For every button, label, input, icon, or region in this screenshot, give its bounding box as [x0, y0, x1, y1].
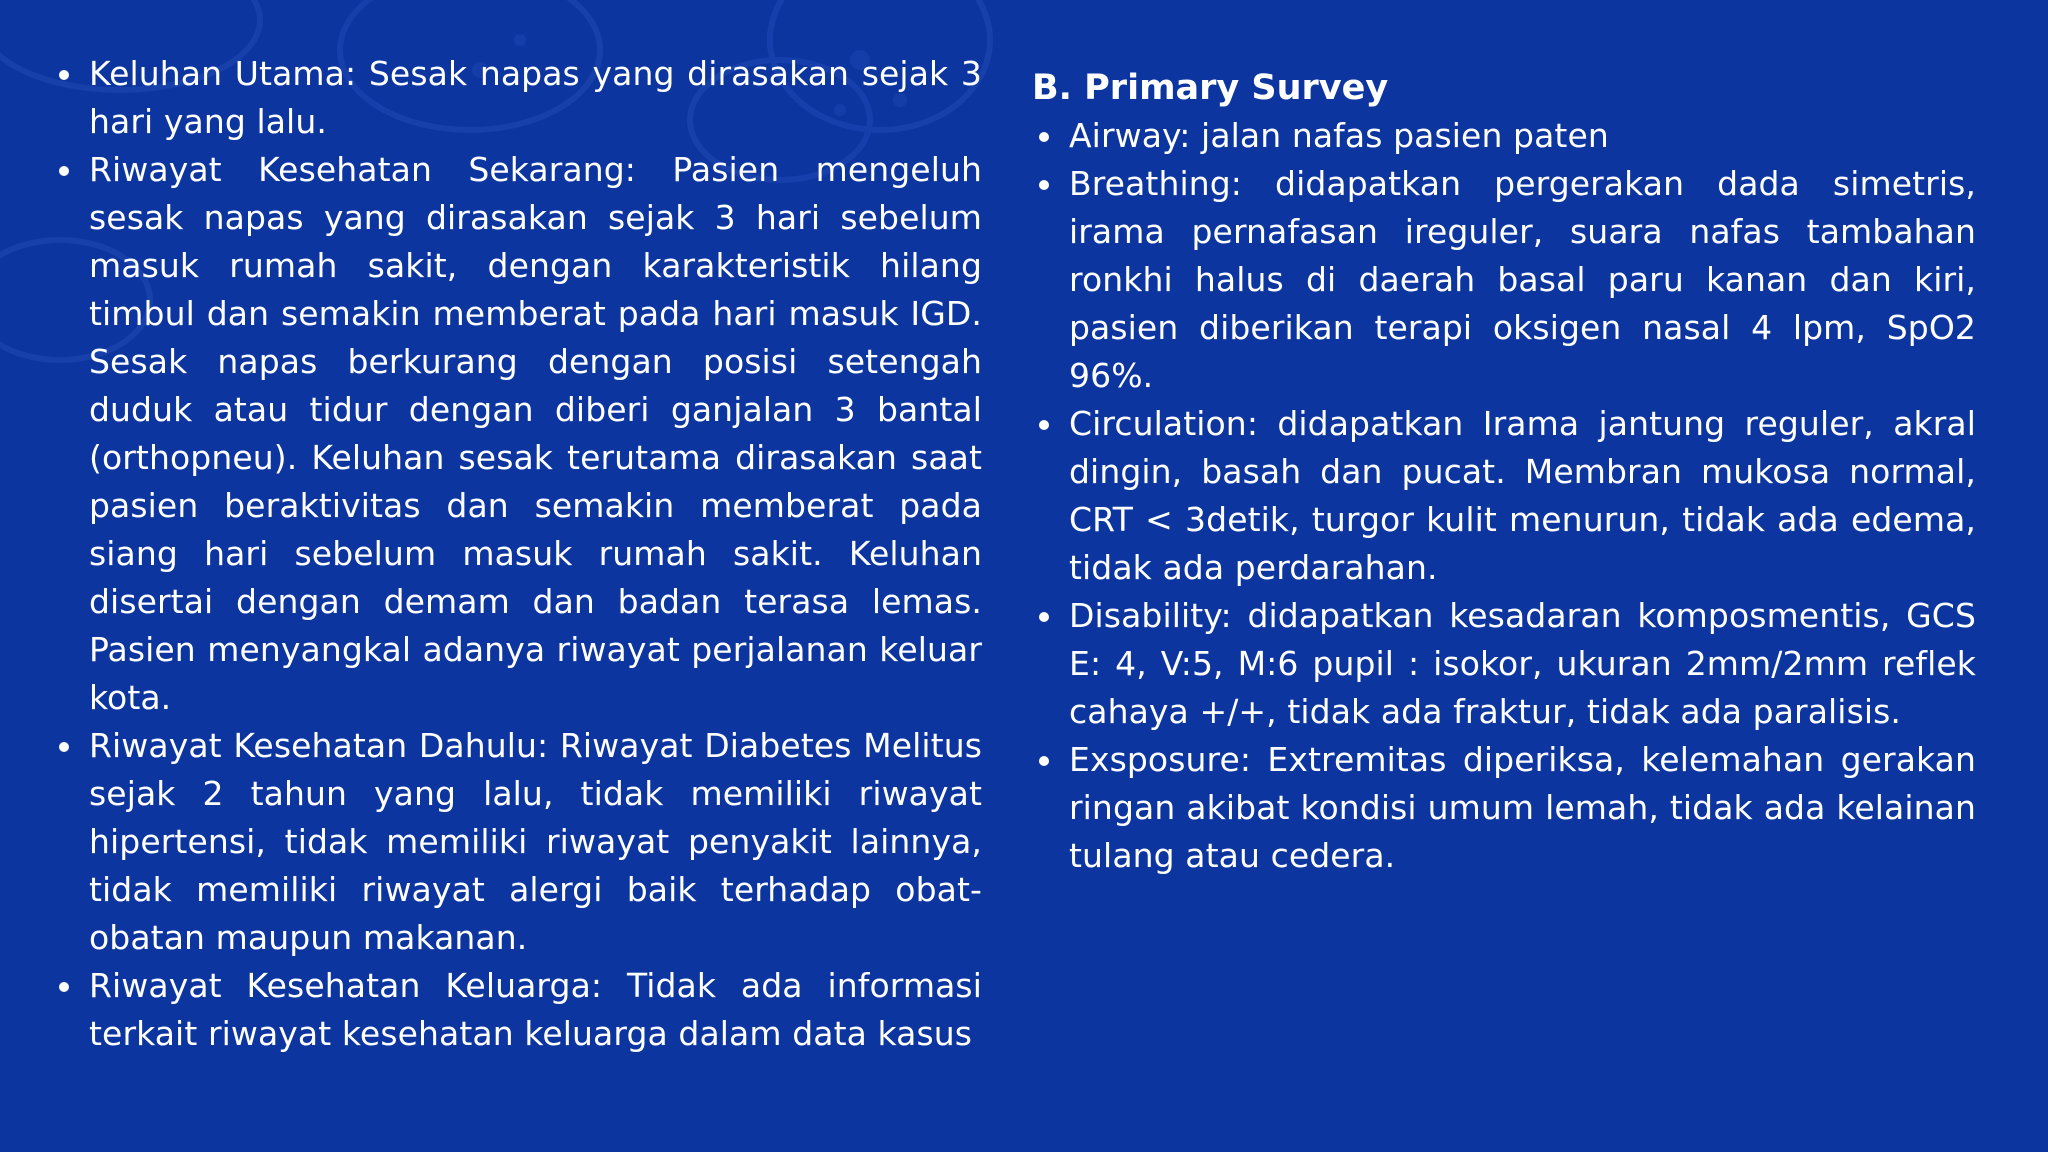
primary-survey-list [1032, 112, 1976, 880]
right-column [1032, 50, 1976, 880]
bullet-icon [1039, 756, 1049, 766]
list-item-text: Keluhan Utama: Sesak napas yang dirasakan sejak 3 hari yang lalu. [89, 54, 982, 141]
list-item-text: Riwayat Kesehatan Sekarang: Pasien mengeluh sesak napas yang dirasakan sejak 3 hari sebelum masuk rumah sakit, dengan karakteristik hilang timbul dan semakin memberat pada hari masuk IGD. Sesak napas berkurang dengan posisi setengah duduk atau tidur dengan diberi ganjalan 3 bantal (orthopneu). Keluhan sesak terutama dirasakan saat pasien beraktivitas dan semakin memberat pada siang hari sebelum masuk rumah sakit. Keluhan disertai dengan demam dan badan terasa lemas. Pasien menyangkal adanya riwayat perjalanan keluar kota. [89, 150, 982, 717]
bullet-icon [1039, 132, 1049, 142]
list-item [52, 146, 982, 722]
bullet-icon [59, 982, 69, 992]
bullet-icon [1039, 420, 1049, 430]
list-item [52, 50, 982, 146]
history-list [52, 50, 982, 1058]
list-item [52, 962, 982, 1058]
list-item-text: Riwayat Kesehatan Keluarga: Tidak ada informasi terkait riwayat kesehatan keluarga dalam data kasus [89, 966, 982, 1053]
bullet-icon [1039, 180, 1049, 190]
left-column [52, 50, 982, 1058]
list-item-text: Breathing: didapatkan pergerakan dada simetris, irama pernafasan ireguler, suara nafas tambahan ronkhi halus di daerah basal paru kanan dan kiri, pasien diberikan terapi oksigen nasal 4 lpm, SpO2 96%. [1069, 164, 1976, 395]
bullet-icon [59, 70, 69, 80]
bullet-icon [1039, 612, 1049, 622]
list-item-text: Circulation: didapatkan Irama jantung reguler, akral dingin, basah dan pucat. Membran mukosa normal, CRT < 3detik, turgor kulit menurun, tidak ada edema, tidak ada perdarahan. [1069, 404, 1976, 587]
list-item-text: Riwayat Kesehatan Dahulu: Riwayat Diabetes Melitus sejak 2 tahun yang lalu, tidak memiliki riwayat hipertensi, tidak memiliki riwayat penyakit lainnya, tidak memiliki riwayat alergi baik terhadap obat-obatan maupun makanan. [89, 726, 982, 957]
list-item-text: Exsposure: Extremitas diperiksa, kelemahan gerakan ringan akibat kondisi umum lemah, tidak ada kelainan tulang atau cedera. [1069, 740, 1976, 875]
list-item [1032, 592, 1976, 736]
list-item-text: Disability: didapatkan kesadaran komposmentis, GCS E: 4, V:5, M:6 pupil : isokor, ukuran 2mm/2mm reflek cahaya +/+, tidak ada fraktur, tidak ada paralisis. [1069, 596, 1976, 731]
list-item [1032, 160, 1976, 400]
list-item [1032, 112, 1976, 160]
bullet-icon [59, 742, 69, 752]
bullet-icon [59, 166, 69, 176]
list-item [52, 722, 982, 962]
section-heading: B. Primary Survey [1032, 68, 1389, 108]
list-item [1032, 400, 1976, 592]
list-item [1032, 736, 1976, 880]
list-item-text: Airway: jalan nafas pasien paten [1069, 116, 1609, 155]
